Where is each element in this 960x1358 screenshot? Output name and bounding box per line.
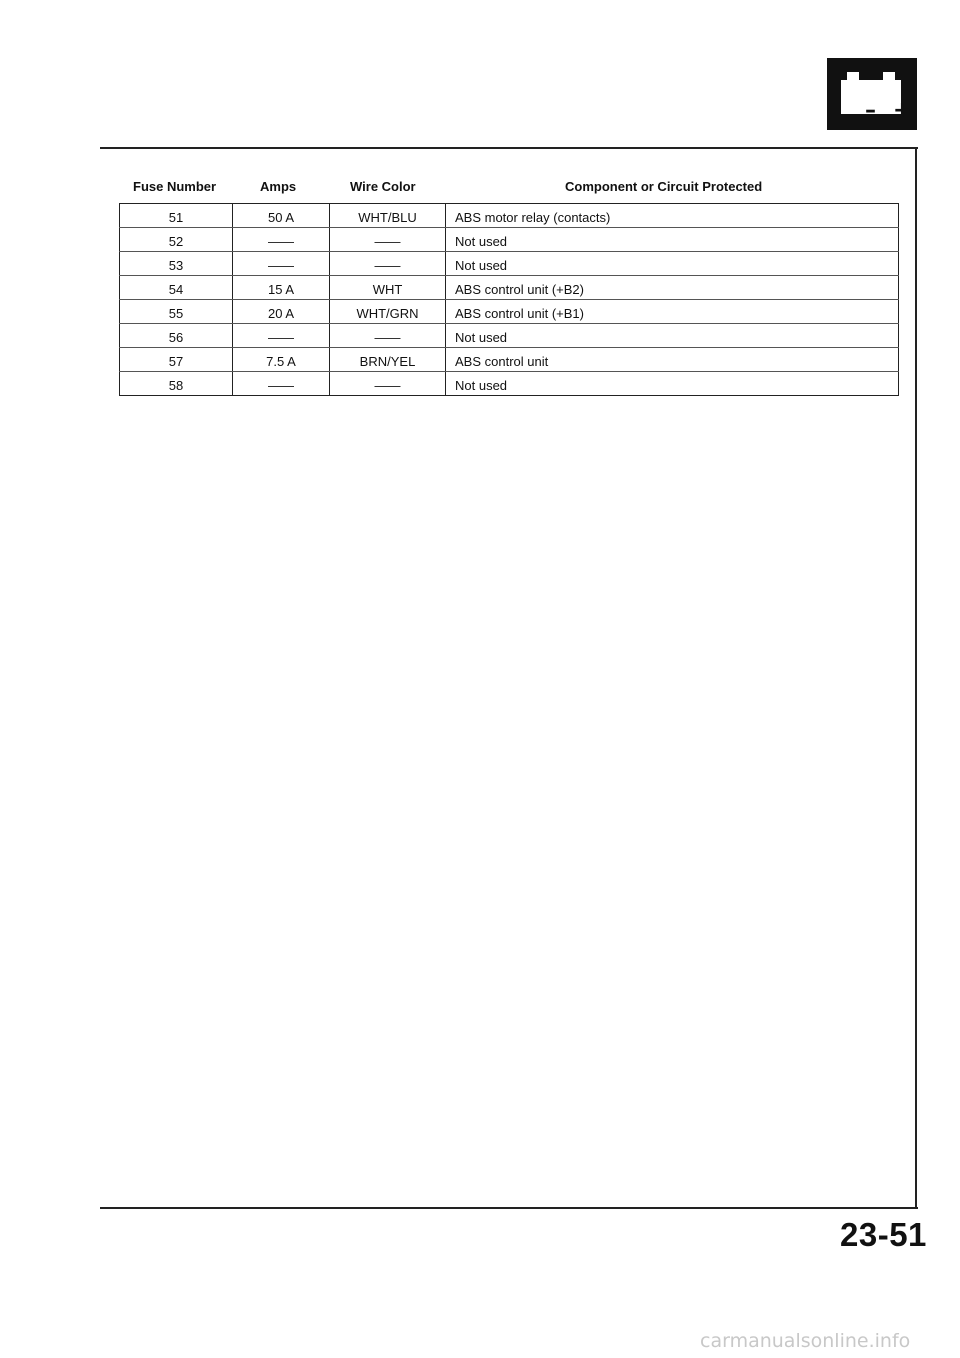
battery-icon — [827, 58, 917, 130]
battery-negative-terminal — [847, 72, 859, 80]
component-cell: Not used — [446, 324, 899, 348]
component-cell: ABS control unit — [446, 348, 899, 372]
fuse-number-cell: 58 — [120, 372, 233, 396]
header-component: Component or Circuit Protected — [565, 179, 763, 194]
table-row — [120, 348, 899, 372]
component-cell: ABS control unit (+B2) — [446, 276, 899, 300]
fuse-number-cell: 55 — [120, 300, 233, 324]
plus-sign: + — [893, 98, 912, 123]
amps-cell: 7.5 A — [233, 348, 330, 372]
header-fuse-number: Fuse Number — [133, 179, 217, 194]
amps-cell: —— — [233, 372, 330, 396]
fuse-table — [119, 203, 899, 396]
component-cell: ABS motor relay (contacts) — [446, 204, 899, 228]
fuse-number-cell: 56 — [120, 324, 233, 348]
table-row — [120, 300, 899, 324]
amps-cell: —— — [233, 252, 330, 276]
wire-color-cell: —— — [330, 252, 446, 276]
fuse-number-cell: 53 — [120, 252, 233, 276]
header-amps: Amps — [260, 179, 297, 194]
fuse-number-cell: 54 — [120, 276, 233, 300]
frame-right-rule — [915, 147, 917, 1209]
fuse-number-cell: 51 — [120, 204, 233, 228]
component-cell: ABS control unit (+B1) — [446, 300, 899, 324]
wire-color-cell: WHT — [330, 276, 446, 300]
amps-cell: 15 A — [233, 276, 330, 300]
header-wire-color: Wire Color — [350, 179, 416, 194]
component-cell: Not used — [446, 252, 899, 276]
page-number: 23-51 — [840, 1216, 927, 1253]
table-row — [120, 252, 899, 276]
table-row — [120, 204, 899, 228]
amps-cell: 50 A — [233, 204, 330, 228]
battery-positive-terminal — [883, 72, 895, 80]
amps-cell: —— — [233, 324, 330, 348]
component-cell: Not used — [446, 228, 899, 252]
fuse-number-cell: 57 — [120, 348, 233, 372]
watermark: carmanualsonline.info — [700, 1330, 911, 1352]
frame-bottom-rule — [100, 1207, 918, 1209]
wire-color-cell: BRN/YEL — [330, 348, 446, 372]
amps-cell: 20 A — [233, 300, 330, 324]
minus-sign: – — [865, 98, 876, 123]
wire-color-cell: WHT/BLU — [330, 204, 446, 228]
wire-color-cell: —— — [330, 372, 446, 396]
table-row — [120, 228, 899, 252]
table-row — [120, 372, 899, 396]
battery-body — [841, 80, 912, 123]
wire-color-cell: —— — [330, 324, 446, 348]
table-row — [120, 276, 899, 300]
wire-color-cell: WHT/GRN — [330, 300, 446, 324]
fuse-number-cell: 52 — [120, 228, 233, 252]
table-row — [120, 324, 899, 348]
frame-top-rule — [100, 147, 918, 149]
wire-color-cell: —— — [330, 228, 446, 252]
component-cell: Not used — [446, 372, 899, 396]
amps-cell: —— — [233, 228, 330, 252]
